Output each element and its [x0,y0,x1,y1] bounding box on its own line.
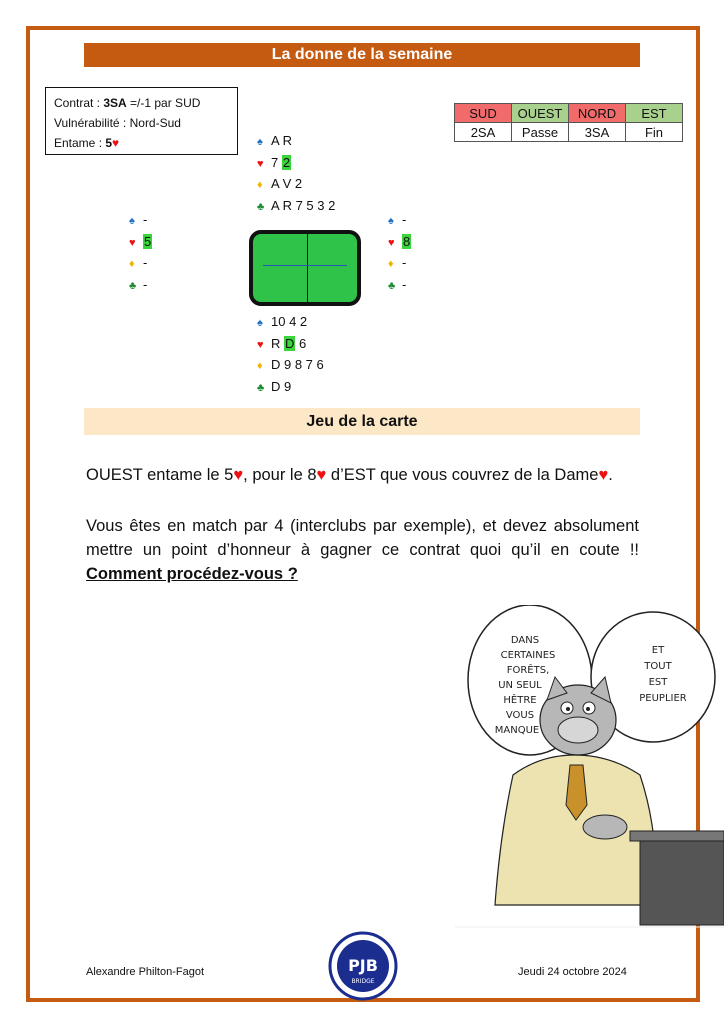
cat-pupil [566,707,570,711]
desk-top [630,831,724,841]
east-hand [388,210,411,296]
north-hearts-played: 2 [282,154,291,170]
bid-sud: 2SA [455,123,512,142]
north-hand [257,131,335,217]
vulnerability-line: Vulnérabilité : Nord-Sud [54,116,181,130]
heart-icon: ♥ [257,157,264,170]
heart-icon: ♥ [316,466,327,484]
south-hand: ♠ 10 4 2 ♥ R D 6 ♦ D 9 8 7 6 ♣ D 9 [257,312,324,398]
page-title: La donne de la semaine [84,43,640,67]
cat-pupil [586,707,590,711]
bubble-right-line: EST [648,677,668,688]
table-divider-vertical [307,234,308,302]
heart-icon: ♥ [598,466,609,484]
bubble-right-line: ET [651,645,665,656]
bubble-right-line: TOUT [644,661,672,672]
contract-value: 3SA [103,96,127,110]
paragraph-question: Vous êtes en match par 4 (interclubs par exemple), et devez absolument mettre un point d’honneur à gagner ce contrat quoi qu’il en coute !! Comment procédez-vous ? [86,517,639,583]
contract-line: Contrat : 3SA =/-1 par SUD [54,96,201,110]
desk [640,837,724,925]
west-diamonds: - [143,255,148,270]
bubble-left-line: VOUS [505,710,535,721]
bid-nord: 3SA [569,123,626,142]
diamond-icon: ♦ [257,179,263,191]
heart-icon: ♥ [233,466,244,484]
spade-icon: ♠ [257,317,263,329]
section-title: Jeu de la carte [84,408,640,435]
heart-icon: ♥ [112,136,120,150]
club-icon: ♣ [388,279,396,292]
bubble-left-line: CERTAINES [500,650,556,661]
cat-muzzle [558,717,598,743]
south-clubs: D 9 [271,378,292,394]
heart-icon: ♥ [388,236,395,249]
west-hearts-played: 5 [144,233,152,249]
north-clubs: A R 7 5 3 2 [271,197,336,213]
south-hearts: R [271,335,284,351]
east-clubs: - [402,276,407,292]
west-clubs: - [143,276,148,292]
footer-date: Jeudi 24 octobre 2024 [518,966,627,978]
bubble-left-line: UN SEUL [498,680,542,691]
bid-est: Fin [626,123,683,142]
south-diamonds: D 9 8 7 6 [271,357,324,372]
lead-value: 5 [105,136,113,150]
north-spades: A R [271,133,292,148]
diamond-icon: ♦ [129,258,135,270]
lead-line: Entame : 5♥ [54,136,120,150]
table-divider-horizontal [263,265,347,266]
north-diamonds: A V 2 [271,176,303,191]
club-icon: ♣ [257,381,265,394]
logo-text: PJB [348,956,378,975]
west-hand [129,210,152,296]
diamond-icon: ♦ [388,258,394,270]
heart-icon: ♥ [129,236,136,249]
north-hearts: 7 [271,154,282,170]
bubble-left-line: HÊTRE [503,695,537,706]
bidding-header-row [455,104,683,123]
club-logo [328,931,398,1001]
east-hearts-played: 8 [403,233,411,249]
paragraph-lead: OUEST entame le 5♥, pour le 8♥ d’EST que vous couvrez de la Dame♥. [86,466,613,484]
bid-ouest: Passe [512,123,569,142]
bidding-header-sud: SUD [455,104,512,123]
question-text: Comment procédez-vous ? [86,565,298,583]
logo-subtext: BRIDGE [351,978,375,985]
bubble-left-line: DANS [510,635,540,646]
bidding-header-ouest: OUEST [512,104,569,123]
heart-icon: ♥ [257,338,264,351]
east-diamonds: - [402,255,407,270]
west-spades: - [143,212,148,227]
south-hearts-played: D [285,335,295,351]
contract-box [45,87,238,155]
bubble-right-line: PEUPLIER [639,693,687,704]
cat-cartoon [455,605,724,931]
club-icon: ♣ [129,279,137,292]
spade-icon: ♠ [388,215,394,227]
club-icon: ♣ [257,200,265,213]
card-table [249,230,361,306]
cat-paw [583,815,627,839]
bidding-header-est: EST [626,104,683,123]
spade-icon: ♠ [257,136,263,148]
bidding-table [454,103,683,142]
bidding-header-nord: NORD [569,104,626,123]
bubble-left-line: FORÊTS, [506,665,550,676]
bubble-left-line: MANQUE [494,725,540,736]
diamond-icon: ♦ [257,360,263,372]
south-spades: 10 4 2 [271,314,308,329]
bidding-row [455,123,683,142]
footer-author: Alexandre Philton-Fagot [86,966,205,978]
spade-icon: ♠ [129,215,135,227]
east-spades: - [402,212,407,227]
